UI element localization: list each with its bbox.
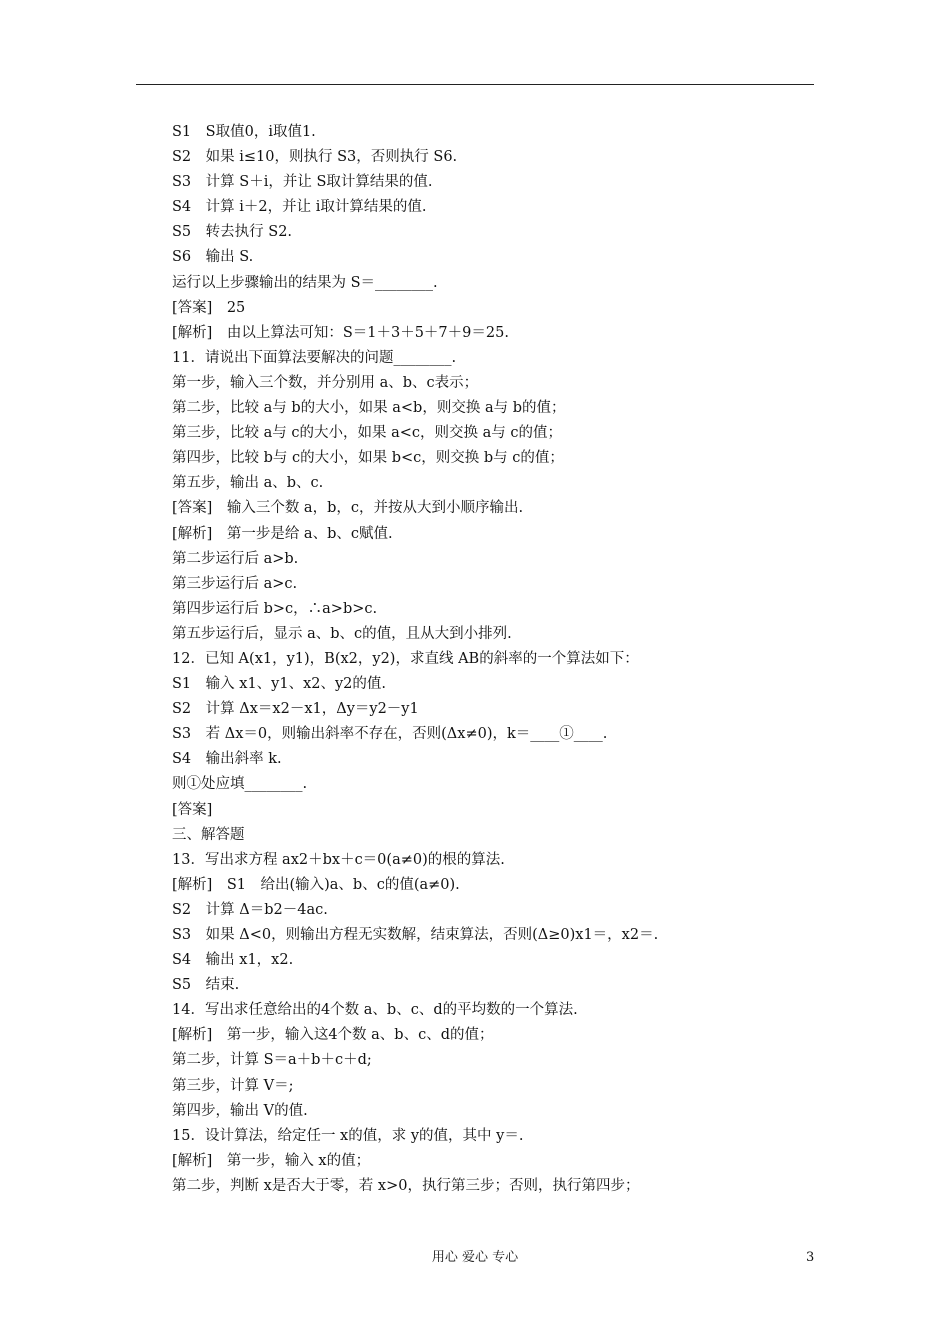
footer-motto: 用心 爱心 专心 (431, 1250, 519, 1265)
analysis-line: [解析] S1 给出(输入)a、b、c的值(a≠0). (172, 876, 460, 893)
text-line: S2 如果 i≤10，则执行 S3，否则执行 S6. (172, 149, 458, 166)
text-line: 第二步，判断 x是否大于零，若 x>0，执行第三步；否则，执行第四步； (172, 1177, 640, 1194)
text-line: S5 结束. (172, 977, 240, 994)
answer-line: [答案] 输入三个数 a，b，c，并按从大到小顺序输出. (172, 500, 524, 517)
answer-line: [答案] 25 (172, 299, 246, 316)
question-15: 15．设计算法，给定任一 x的值，求 y的值，其中 y＝. (172, 1127, 524, 1144)
text-line: S4 计算 i＋2，并让 i取计算结果的值. (172, 199, 427, 216)
text-line: S1 S取值0，i取值1. (172, 124, 316, 140)
text-line: 第二步运行后 a>b. (172, 550, 299, 567)
text-line: 第三步，计算 V＝; (172, 1077, 294, 1094)
section-heading: 三、解答题 (172, 826, 245, 843)
text-line: 第三步运行后 a>c. (172, 575, 298, 592)
document-body (172, 120, 822, 1199)
text-line: 第五步，输出 a、b、c. (172, 475, 324, 492)
page-number: 3 (806, 1250, 815, 1265)
question-14: 14．写出求任意给出的4个数 a、b、c、d的平均数的一个算法. (172, 1002, 578, 1019)
text-line: S4 输出斜率 k. (172, 751, 282, 768)
analysis-line: [解析] 第一步是给 a、b、c赋值. (172, 525, 393, 542)
text-line: S6 输出 S. (172, 249, 254, 266)
text-line: S3 计算 S＋i，并让 S取计算结果的值. (172, 174, 433, 191)
text-line: 运行以上步骤输出的结果为 S＝________. (172, 274, 438, 291)
question-12: 12．已知 A(x1，y1)，B(x2，y2)，求直线 AB的斜率的一个算法如下： (172, 650, 639, 667)
text-line: S3 如果 Δ<0，则输出方程无实数解，结束算法，否则(Δ≥0)x1＝，x2＝. (172, 927, 659, 943)
text-line: 第三步，比较 a与 c的大小，如果 a<c，则交换 a与 c的值； (172, 425, 562, 442)
header-rule (136, 84, 814, 85)
text-line: S1 输入 x1、y1、x2、y2的值. (172, 676, 387, 693)
text-line: 第四步运行后 b>c，∴a>b>c. (172, 600, 378, 617)
text-line: S4 输出 x1，x2. (172, 952, 294, 969)
analysis-line: [解析] 由以上算法可知：S＝1＋3＋5＋7＋9＝25. (172, 324, 509, 341)
text-line: S2 计算 Δ＝b2－4ac. (172, 901, 328, 918)
text-line: 第五步运行后，显示 a、b、c的值，且从大到小排列. (172, 625, 512, 642)
text-line: 第四步，比较 b与 c的大小，如果 b<c，则交换 b与 c的值； (172, 450, 564, 467)
question-13: 13．写出求方程 ax2＋bx＋c＝0(a≠0)的根的算法. (172, 851, 505, 868)
text-line: 则①处应填________. (172, 776, 308, 793)
analysis-line: [解析] 第一步，输入这4个数 a、b、c、d的值； (172, 1027, 494, 1044)
page-footer (0, 1248, 950, 1268)
text-line: 第二步，计算 S＝a＋b＋c＋d; (172, 1052, 372, 1069)
text-line: S5 转去执行 S2. (172, 224, 293, 241)
text-line: 第四步，输出 V的值. (172, 1102, 308, 1119)
question-11: 11．请说出下面算法要解决的问题________. (172, 349, 457, 366)
analysis-line: [解析] 第一步，输入 x的值； (172, 1152, 371, 1169)
text-line: S3 若 Δx＝0，则输出斜率不存在，否则(Δx≠0)，k＝____①____. (172, 726, 608, 743)
text-line: S2 计算 Δx＝x2－x1，Δy＝y2－y1 (172, 701, 419, 718)
text-line: 第一步，输入三个数，并分别用 a、b、c表示； (172, 374, 479, 391)
answer-line: [答案] (172, 801, 213, 818)
text-line: 第二步，比较 a与 b的大小，如果 a<b，则交换 a与 b的值； (172, 400, 566, 417)
